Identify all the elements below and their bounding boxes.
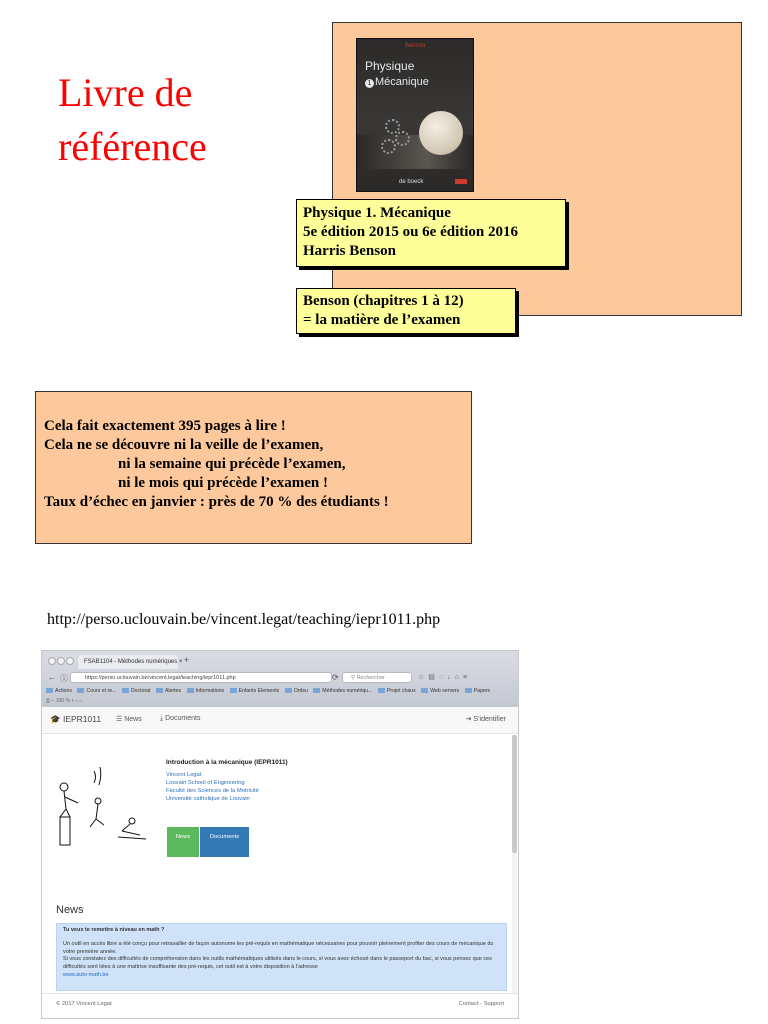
nav-news[interactable] bbox=[116, 715, 142, 723]
bookmark-item[interactable] bbox=[465, 686, 490, 696]
browser-tab[interactable] bbox=[78, 655, 183, 669]
link-university[interactable]: Université catholique de Louvain bbox=[166, 796, 250, 802]
news-heading: News bbox=[56, 904, 84, 916]
home-icon[interactable]: ⌂ bbox=[454, 674, 463, 681]
bookmark-label: Papers bbox=[473, 688, 491, 694]
bookmark-item[interactable] bbox=[187, 686, 225, 696]
book-info-line2: 5e édition 2015 ou 6e édition 2016 bbox=[303, 224, 519, 240]
search-icon: ⚲ bbox=[351, 675, 356, 681]
book-cover-title-text: Mécanique bbox=[375, 76, 429, 88]
exam-scope-line2: = la matière de l’examen bbox=[303, 312, 461, 328]
news-paragraph-2: Si vous constatez des difficultés de compréhension dans les outils mathématiques utilisés dans le cours, si vous avez échoué dans le passeport du bac, si vous pensez que ces difficultés sont liées à une maîtrise insuffisante des pré-requis, cet outil est à votre disposition à l’adresse bbox=[63, 956, 492, 971]
bookmark-label: Actions bbox=[55, 688, 73, 694]
gear-icon bbox=[395, 131, 410, 146]
bookmark-label: Méthodes numériqu... bbox=[322, 688, 373, 694]
browser-screenshot bbox=[41, 650, 519, 1019]
bookmark-item[interactable] bbox=[378, 686, 416, 696]
site-brand-label: IEPR1011 bbox=[62, 714, 102, 724]
book-cover-title-line2 bbox=[365, 76, 429, 88]
footer-contact-link[interactable]: Contact - Support bbox=[458, 1001, 504, 1007]
gear-icon bbox=[381, 139, 396, 154]
new-tab-icon[interactable]: + bbox=[184, 655, 190, 665]
link-faculty[interactable]: Faculté des Sciences de la Motricité bbox=[166, 788, 259, 794]
toolbar-icons[interactable] bbox=[418, 673, 471, 681]
download-icon: ⤓ bbox=[160, 715, 164, 722]
folder-icon bbox=[77, 688, 84, 693]
folder-icon bbox=[313, 688, 320, 693]
list-icon: ☰ bbox=[116, 716, 123, 723]
web-page bbox=[42, 707, 518, 1018]
search-placeholder: Rechercher bbox=[356, 675, 385, 681]
folder-icon bbox=[122, 688, 129, 693]
folder-icon bbox=[421, 688, 428, 693]
site-navbar bbox=[42, 707, 518, 734]
book-info-line1: Physique 1. Mécanique bbox=[303, 205, 451, 221]
bookmark-label: Projet chaux bbox=[386, 688, 416, 694]
bookmark-label: Enfants Elements bbox=[238, 688, 280, 694]
search-input[interactable] bbox=[342, 672, 412, 683]
news-panel bbox=[56, 923, 507, 991]
login-link[interactable] bbox=[465, 715, 506, 723]
window-minimize-icon[interactable] bbox=[57, 657, 65, 665]
bookmark-item[interactable] bbox=[77, 686, 116, 696]
zoom-level[interactable]: 100 % bbox=[55, 698, 70, 704]
pocket-icon[interactable]: ◌ bbox=[438, 674, 448, 681]
course-url: http://perso.uclouvain.be/vincent.legat/teaching/iepr1011.php bbox=[47, 611, 441, 628]
author-links bbox=[166, 771, 259, 803]
bookmark-label: Informations bbox=[195, 688, 225, 694]
window-maximize-icon[interactable] bbox=[66, 657, 74, 665]
zoom-bar: ⎙ − 100 % + ↓ ⌂ bbox=[46, 698, 83, 704]
folder-icon bbox=[230, 688, 237, 693]
folder-icon bbox=[465, 688, 472, 693]
login-icon: ⇥ bbox=[465, 716, 472, 723]
graduation-cap-icon: 🎓 bbox=[50, 714, 61, 724]
intro-title: Introduction à la mécanique (IEPR1011) bbox=[166, 759, 288, 766]
warning-line3: ni la semaine qui précède l’examen, bbox=[118, 456, 346, 472]
bookmark-item[interactable] bbox=[230, 686, 280, 696]
slide-title-line2: référence bbox=[58, 124, 207, 169]
site-footer bbox=[42, 993, 518, 1016]
book-cover-title-line1: Physique bbox=[365, 59, 415, 73]
nav-news-label: News bbox=[124, 716, 142, 723]
browser-tab-title: FSAB1104 - Méthodes numériques bbox=[84, 659, 178, 665]
warning-box bbox=[35, 391, 472, 544]
back-icon[interactable]: ← bbox=[48, 673, 56, 682]
publisher-badge bbox=[455, 179, 467, 184]
bookmark-item[interactable] bbox=[313, 686, 372, 696]
login-label: S’identifier bbox=[473, 716, 506, 723]
news-question: Tu veux te remettre à niveau en math ? bbox=[63, 927, 165, 933]
bookmark-item[interactable] bbox=[285, 686, 308, 696]
bookmarks-bar bbox=[42, 686, 518, 696]
warning-line2: Cela ne se découvre ni la veille de l’examen, bbox=[44, 437, 324, 453]
reading-list-icon[interactable]: ▤ bbox=[428, 674, 439, 681]
news-paragraph-1: Un outil en accès libre a été conçu pour retravailler de façon autonome les pré-requis en mathématique nécessaires pour pouvoir pleinement profiter des cours de mécanique du votre première année. bbox=[63, 940, 494, 955]
documents-button[interactable]: Documents bbox=[200, 827, 249, 857]
download-icon[interactable]: ↓ bbox=[447, 674, 455, 681]
exam-scope-line1: Benson (chapitres 1 à 12) bbox=[303, 293, 464, 309]
bookmark-item[interactable] bbox=[122, 686, 151, 696]
bookmark-label: Cours et re... bbox=[86, 688, 117, 694]
link-school[interactable]: Louvain School of Engineering bbox=[166, 780, 245, 786]
news-link[interactable]: www.auto-math.be bbox=[63, 971, 109, 978]
folder-icon bbox=[46, 688, 53, 693]
address-bar[interactable]: https://perso.uclouvain.be/vincent.legat/teaching/iepr1011.php bbox=[70, 672, 332, 683]
star-icon[interactable]: ☆ bbox=[418, 674, 429, 681]
book-info-line3: Harris Benson bbox=[303, 243, 396, 259]
warning-line1: Cela fait exactement 395 pages à lire ! bbox=[44, 418, 286, 434]
site-brand[interactable] bbox=[50, 714, 101, 725]
warning-line4: ni le mois qui précède l’examen ! bbox=[118, 475, 328, 491]
slide-title bbox=[58, 66, 207, 174]
menu-icon[interactable]: ≡ bbox=[462, 674, 471, 681]
navigation-bar bbox=[42, 671, 518, 685]
folder-icon bbox=[285, 688, 292, 693]
bookmark-label: Doctorat bbox=[130, 688, 151, 694]
nav-documents[interactable] bbox=[160, 715, 200, 723]
bookmark-item[interactable] bbox=[421, 686, 459, 696]
baseball-image bbox=[419, 111, 463, 155]
tab-bar bbox=[42, 651, 518, 671]
bookmark-label: Alertes bbox=[164, 688, 182, 694]
cartoon-illustration bbox=[50, 757, 150, 852]
print-icon[interactable]: ⎙ bbox=[46, 698, 51, 704]
close-icon[interactable]: × bbox=[178, 659, 183, 665]
reload-icon[interactable]: ⟳ bbox=[332, 673, 339, 682]
info-icon[interactable]: ⓘ bbox=[60, 674, 68, 683]
book-cover-image bbox=[356, 38, 474, 192]
nav-documents-label: Documents bbox=[165, 715, 201, 722]
book-info-box bbox=[296, 199, 566, 267]
warning-line5: Taux d’échec en janvier : près de 70 % des étudiants ! bbox=[44, 494, 389, 510]
exam-scope-box bbox=[296, 288, 516, 334]
bookmark-item[interactable] bbox=[46, 686, 72, 696]
news-button[interactable]: News bbox=[167, 827, 199, 857]
book-cover-number: 1 bbox=[365, 79, 374, 88]
download-icon[interactable]: ↓ bbox=[75, 698, 79, 704]
window-close-icon[interactable] bbox=[48, 657, 56, 665]
link-author[interactable]: Vincent Legat bbox=[166, 772, 202, 778]
bookmark-label: Ordsu bbox=[293, 688, 308, 694]
scrollbar-thumb[interactable] bbox=[512, 735, 517, 853]
folder-icon bbox=[156, 688, 163, 693]
scrollbar[interactable] bbox=[512, 735, 517, 1005]
home-icon[interactable]: ⌂ bbox=[79, 698, 83, 704]
publisher-logo: de boeck bbox=[399, 179, 424, 185]
folder-icon bbox=[378, 688, 385, 693]
book-cover-publisher: Benson bbox=[404, 43, 426, 49]
footer-copyright: © 2017 Vincent Legat bbox=[56, 1001, 112, 1007]
bookmark-label: Web servers bbox=[430, 688, 460, 694]
bookmark-item[interactable] bbox=[156, 686, 181, 696]
browser-chrome bbox=[42, 651, 518, 707]
folder-icon bbox=[187, 688, 194, 693]
slide-title-line1: Livre de bbox=[58, 70, 193, 115]
